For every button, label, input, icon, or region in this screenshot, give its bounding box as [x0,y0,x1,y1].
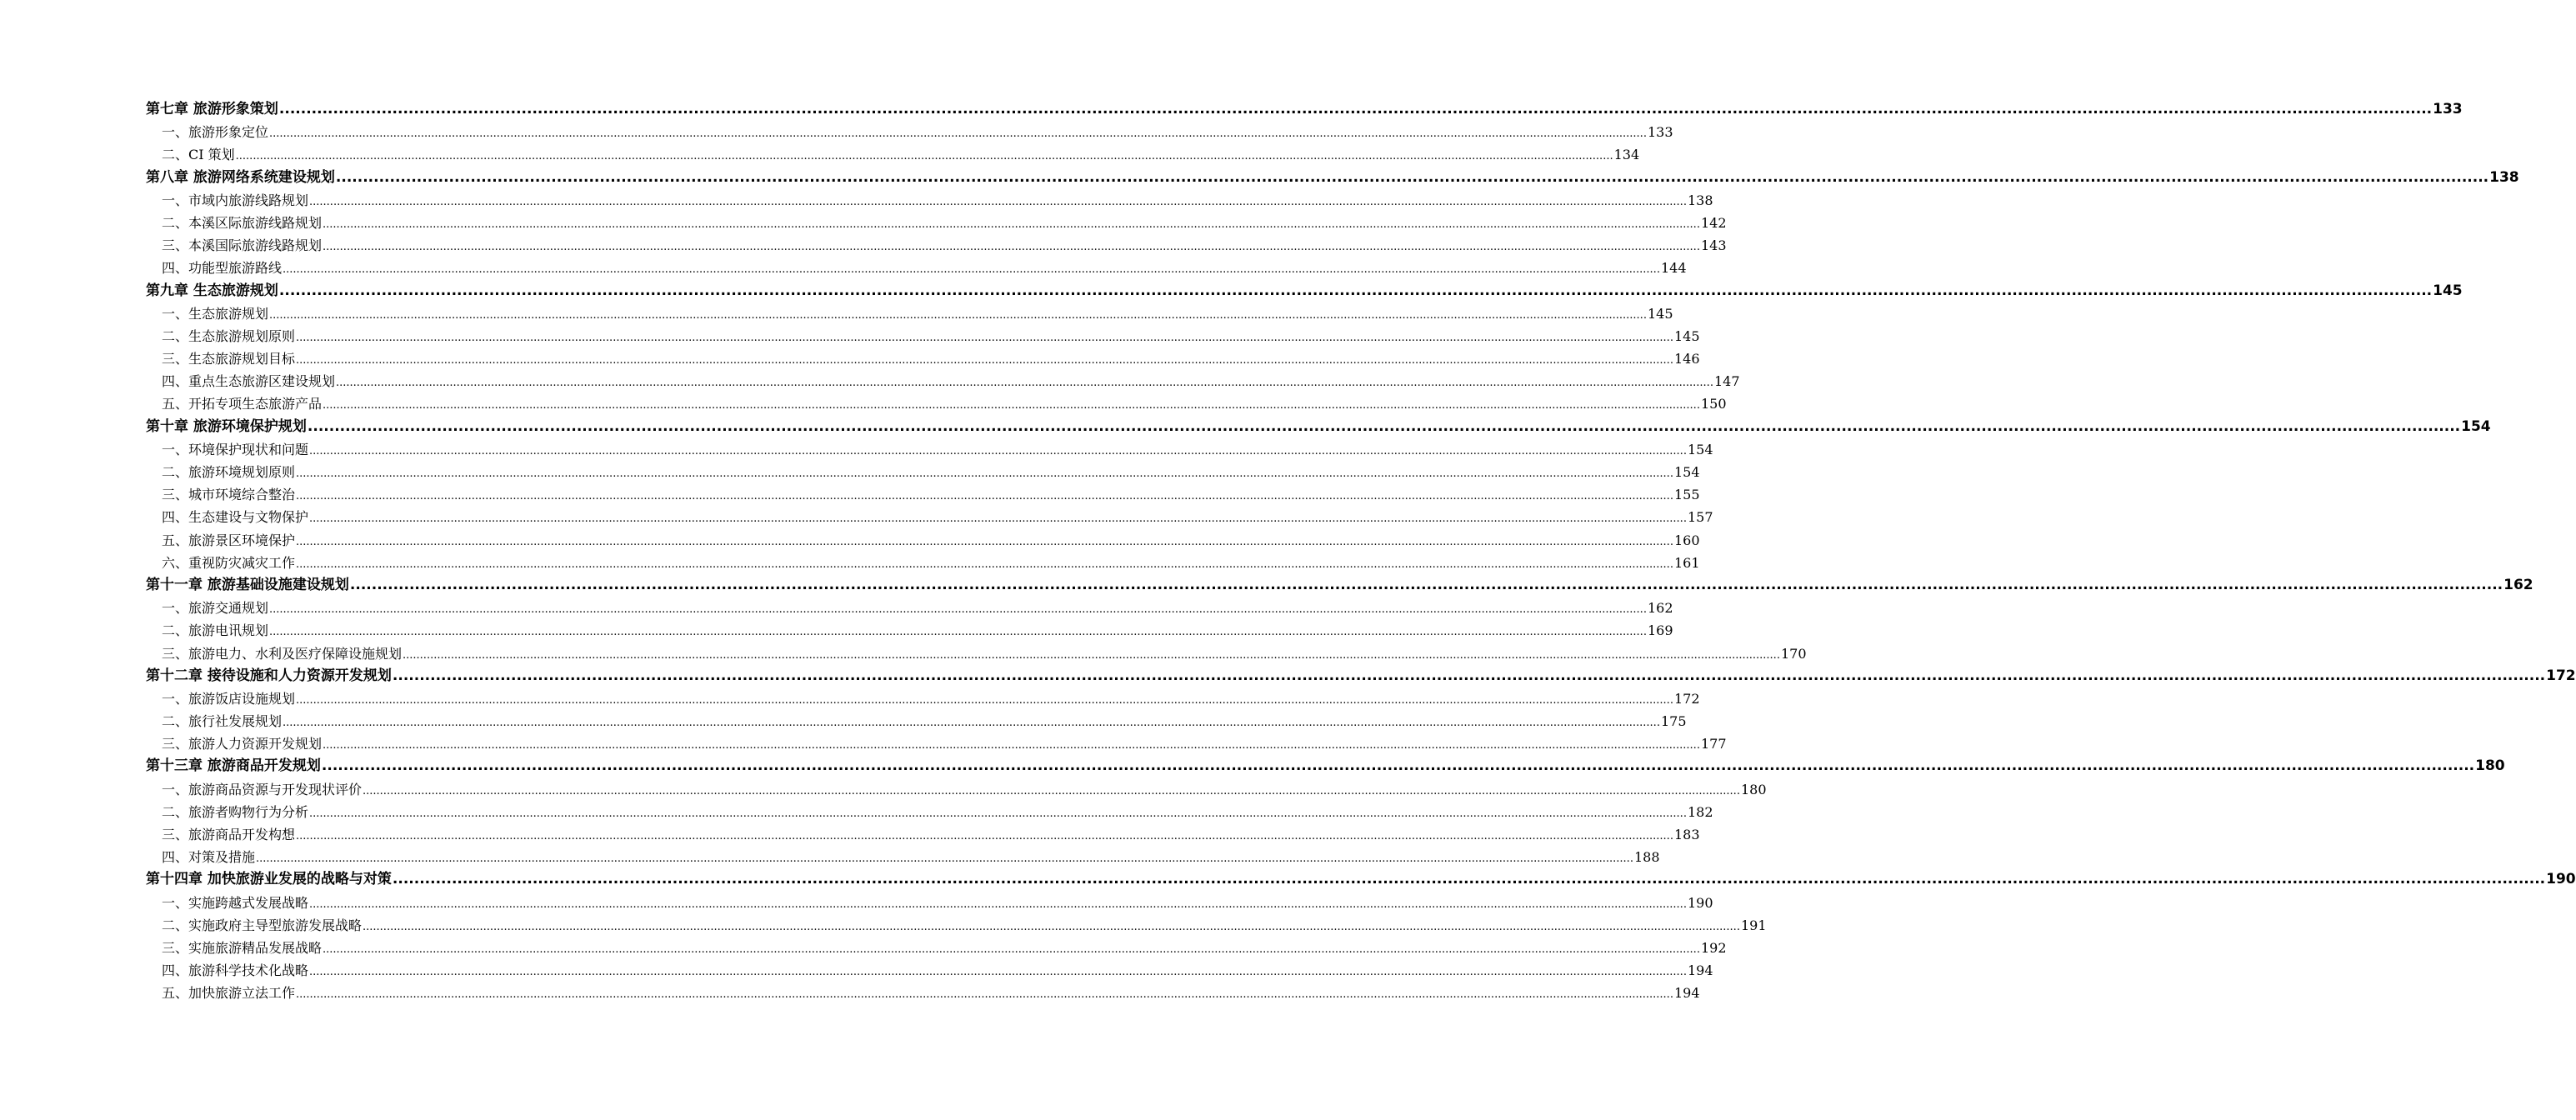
toc-chapter-entry[interactable] [146,574,2533,597]
toc-section-entry[interactable] [146,597,1673,619]
toc-section-entry[interactable] [146,823,1700,846]
toc-entry-title: 三、旅游电力、水利及医疗保障设施规划 [162,645,403,662]
toc-page-number: 182 [1687,803,1713,820]
dot-leader: ................................................................................................................................................................................................................................................................................................................................................................................................................ [269,603,1647,617]
toc-section-entry[interactable] [146,483,1700,506]
dot-leader: ................................................................................................................................................................................................................................................................................................................................................................................................................ [363,784,1740,798]
toc-entry-title: 一、旅游交通规划 [162,600,269,617]
toc-section-entry[interactable] [146,370,1740,392]
toc-section-entry[interactable] [146,937,1727,959]
dot-leader: ................................................................................................................................................................................................................................................................................................................................................................................................................ [323,218,1700,231]
dot-leader: ................................................................................................................................................................................................................................................................................................................................................................................................................ [309,807,1687,820]
toc-entry-title: 四、生态建设与文物保护 [162,509,309,526]
dot-leader: ................................................................................................................................................................................................................................................................................................................................................................................................................ [309,444,1687,458]
toc-entry-title: 三、生态旅游规划目标 [162,351,296,368]
dot-leader: ................................................................................................................................................................................................................................................................................................................................................................................................................ [321,758,2475,775]
toc-chapter-entry[interactable] [146,416,2491,438]
dot-leader: ................................................................................................................................................................................................................................................................................................................................................................................................................ [335,168,2489,186]
toc-chapter-entry[interactable] [146,280,2463,302]
toc-entry-title: 一、环境保护现状和问题 [162,441,309,458]
toc-section-entry[interactable] [146,506,1713,528]
toc-page-number: 134 [1613,147,1640,163]
toc-section-entry[interactable] [146,688,1700,710]
toc-entry-title: 第十一章 旅游基础设施建设规划 [146,576,349,593]
dot-leader: ................................................................................................................................................................................................................................................................................................................................................................................................................ [403,648,1780,662]
dot-leader: ................................................................................................................................................................................................................................................................................................................................................................................................................ [296,830,1673,842]
toc-section-entry[interactable] [146,257,1687,279]
toc-section-entry[interactable] [146,710,1687,732]
toc-page-number: 145 [1647,305,1673,322]
toc-section-entry[interactable] [146,143,1640,166]
toc-entry-title: 二、旅游者购物行为分析 [162,803,309,820]
dot-leader: ................................................................................................................................................................................................................................................................................................................................................................................................................ [296,468,1673,480]
toc-entry-title: 第十三章 旅游商品开发规划 [146,758,321,775]
dot-leader: ................................................................................................................................................................................................................................................................................................................................................................................................................ [309,966,1687,979]
dot-leader: ................................................................................................................................................................................................................................................................................................................................................................................................................ [323,241,1700,254]
toc-section-entry[interactable] [146,189,1713,212]
toc-entry-title: 第十章 旅游环境保护规划 [146,418,307,435]
dot-leader: ................................................................................................................................................................................................................................................................................................................................................................................................................ [296,354,1673,368]
dot-leader: ................................................................................................................................................................................................................................................................................................................................................................................................................ [323,399,1700,412]
toc-page-number: 155 [1673,487,1700,503]
toc-entry-title: 三、实施旅游精品发展战略 [162,939,323,956]
toc-page-number: 133 [1647,124,1673,141]
toc-page-number: 146 [1673,351,1700,368]
toc-entry-title: 二、旅游环境规划原则 [162,464,296,480]
toc-entry-title: 第十四章 加快旅游业发展的战略与对策 [146,871,392,888]
toc-section-entry[interactable] [146,778,1767,801]
toc-section-entry[interactable] [146,892,1713,914]
toc-page-number: 194 [1687,962,1713,979]
dot-leader: ................................................................................................................................................................................................................................................................................................................................................................................................................ [323,739,1700,752]
toc-entry-title: 第十二章 接待设施和人力资源开发规划 [146,667,392,684]
toc-page-number: 162 [2503,576,2533,593]
toc-page-number: 144 [1660,260,1687,277]
toc-entry-title: 二、实施政府主导型旅游发展战略 [162,917,363,933]
toc-entry-title: 六、重视防灾减灾工作 [162,554,296,571]
dot-leader: ................................................................................................................................................................................................................................................................................................................................................................................................................ [309,512,1687,526]
toc-chapter-entry[interactable] [146,755,2505,778]
toc-entry-title: 第九章 生态旅游规划 [146,282,278,299]
toc-page-number: 180 [2475,758,2505,775]
toc-entry-title: 三、本溪国际旅游线路规划 [162,238,323,254]
dot-leader: ................................................................................................................................................................................................................................................................................................................................................................................................................ [269,128,1647,141]
toc-entry-title: 四、功能型旅游路线 [162,260,283,277]
dot-leader: ................................................................................................................................................................................................................................................................................................................................................................................................................ [283,717,1660,730]
dot-leader: ................................................................................................................................................................................................................................................................................................................................................................................................................ [296,535,1673,548]
dot-leader: ................................................................................................................................................................................................................................................................................................................................................................................................................ [296,331,1673,344]
toc-section-entry[interactable] [146,552,1700,574]
toc-chapter-entry[interactable] [146,868,2576,891]
toc-page-number: 145 [1673,328,1700,344]
toc-entry-title: 三、城市环境综合整治 [162,487,296,503]
toc-section-entry[interactable] [146,982,1700,1004]
toc-page-number: 160 [1673,532,1700,548]
toc-page-number: 188 [1633,849,1660,866]
dot-leader: ................................................................................................................................................................................................................................................................................................................................................................................................................ [309,898,1687,911]
toc-section-entry[interactable] [146,302,1673,325]
dot-leader: ................................................................................................................................................................................................................................................................................................................................................................................................................ [336,377,1713,390]
toc-page-number: 172 [2546,667,2576,684]
toc-page-number: 190 [1687,894,1713,911]
toc-chapter-entry[interactable] [146,665,2576,688]
toc-chapter-entry[interactable] [146,98,2463,121]
toc-page-number: 150 [1700,396,1727,412]
toc-page-number: 191 [1740,917,1767,933]
dot-leader: ................................................................................................................................................................................................................................................................................................................................................................................................................ [296,693,1673,707]
toc-page-number: 177 [1700,736,1727,752]
toc-section-entry[interactable] [146,959,1713,982]
toc-page-number: 147 [1713,373,1740,390]
toc-page-number: 145 [2433,282,2463,299]
dot-leader: ................................................................................................................................................................................................................................................................................................................................................................................................................ [278,101,2433,118]
toc-entry-title: 二、旅行社发展规划 [162,713,283,730]
toc-page-number: 194 [1673,985,1700,1002]
toc-section-entry[interactable] [146,212,1727,234]
toc-page-number: 183 [1673,827,1700,842]
toc-section-entry[interactable] [146,846,1660,868]
dot-leader: ................................................................................................................................................................................................................................................................................................................................................................................................................ [269,626,1647,639]
dot-leader: ................................................................................................................................................................................................................................................................................................................................................................................................................ [296,490,1673,503]
toc-entry-title: 四、对策及措施 [162,849,256,866]
toc-page-number: 172 [1673,690,1700,707]
toc-page-number: 154 [1687,441,1713,458]
toc-page-number: 138 [2489,168,2519,186]
dot-leader: ................................................................................................................................................................................................................................................................................................................................................................................................................ [392,667,2546,684]
dot-leader: ................................................................................................................................................................................................................................................................................................................................................................................................................ [392,871,2546,888]
toc-entry-title: 四、重点生态旅游区建设规划 [162,373,336,390]
toc-entry-title: 二、旅游电讯规划 [162,622,269,639]
toc-section-entry[interactable] [146,461,1700,483]
toc-section-entry[interactable] [146,529,1700,552]
toc-page-number: 170 [1780,645,1807,662]
toc-entry-title: 五、旅游景区环境保护 [162,532,296,548]
toc-page-number: 157 [1687,509,1713,526]
toc-entry-title: 四、旅游科学技术化战略 [162,962,309,979]
toc-entry-title: 二、CI 策划 [162,147,235,163]
toc-page-number: 175 [1660,713,1687,730]
toc-page-number: 180 [1740,781,1767,798]
toc-page-number: 169 [1647,622,1673,639]
toc-section-entry[interactable] [146,234,1727,257]
dot-leader: ................................................................................................................................................................................................................................................................................................................................................................................................................ [269,308,1647,322]
toc-entry-title: 第八章 旅游网络系统建设规划 [146,168,335,186]
toc-page-number: 162 [1647,600,1673,617]
toc-entry-title: 五、开拓专项生态旅游产品 [162,396,323,412]
dot-leader: ................................................................................................................................................................................................................................................................................................................................................................................................................ [283,263,1660,277]
toc-entry-title: 第七章 旅游形象策划 [146,101,278,118]
toc-page-number: 190 [2546,871,2576,888]
dot-leader: ................................................................................................................................................................................................................................................................................................................................................................................................................ [349,576,2503,593]
toc-page-number: 142 [1700,214,1727,231]
dot-leader: ................................................................................................................................................................................................................................................................................................................................................................................................................ [256,852,1633,866]
toc-entry-title: 一、旅游饭店设施规划 [162,690,296,707]
dot-leader: ................................................................................................................................................................................................................................................................................................................................................................................................................ [363,920,1740,933]
toc-page-number: 161 [1673,554,1700,571]
toc-section-entry[interactable] [146,619,1673,642]
toc-entry-title: 一、生态旅游规划 [162,305,269,322]
toc-section-entry[interactable] [146,914,1767,937]
dot-leader: ................................................................................................................................................................................................................................................................................................................................................................................................................ [235,150,1613,163]
dot-leader: ................................................................................................................................................................................................................................................................................................................................................................................................................ [323,942,1700,956]
toc-page-number: 143 [1700,238,1727,254]
toc-section-entry[interactable] [146,348,1700,370]
toc-section-entry[interactable] [146,438,1713,461]
toc-entry-title: 一、实施跨越式发展战略 [162,894,309,911]
toc-page-number: 138 [1687,192,1713,208]
toc-page-number: 154 [2461,418,2491,435]
toc-entry-title: 一、旅游商品资源与开发现状评价 [162,781,363,798]
toc-section-entry[interactable] [146,642,1807,665]
dot-leader: ................................................................................................................................................................................................................................................................................................................................................................................................................ [278,282,2433,299]
dot-leader: ................................................................................................................................................................................................................................................................................................................................................................................................................ [307,418,2461,435]
toc-entry-title: 三、旅游人力资源开发规划 [162,736,323,752]
toc-page-number: 192 [1700,939,1727,956]
dot-leader: ................................................................................................................................................................................................................................................................................................................................................................................................................ [296,558,1673,571]
table-of-contents [146,98,2576,1005]
toc-chapter-entry[interactable] [146,167,2519,189]
toc-entry-title: 五、加快旅游立法工作 [162,985,296,1002]
toc-section-entry[interactable] [146,732,1727,755]
toc-entry-title: 一、市域内旅游线路规划 [162,192,309,208]
toc-section-entry[interactable] [146,121,1673,143]
toc-page-number: 154 [1673,464,1700,480]
toc-page-number: 133 [2433,101,2463,118]
toc-entry-title: 二、生态旅游规划原则 [162,328,296,344]
dot-leader: ................................................................................................................................................................................................................................................................................................................................................................................................................ [309,195,1687,208]
toc-entry-title: 二、本溪区际旅游线路规划 [162,214,323,231]
toc-section-entry[interactable] [146,392,1727,415]
toc-section-entry[interactable] [146,325,1700,348]
toc-entry-title: 一、旅游形象定位 [162,124,269,141]
toc-section-entry[interactable] [146,801,1713,823]
dot-leader: ................................................................................................................................................................................................................................................................................................................................................................................................................ [296,988,1673,1002]
toc-entry-title: 三、旅游商品开发构想 [162,827,296,842]
